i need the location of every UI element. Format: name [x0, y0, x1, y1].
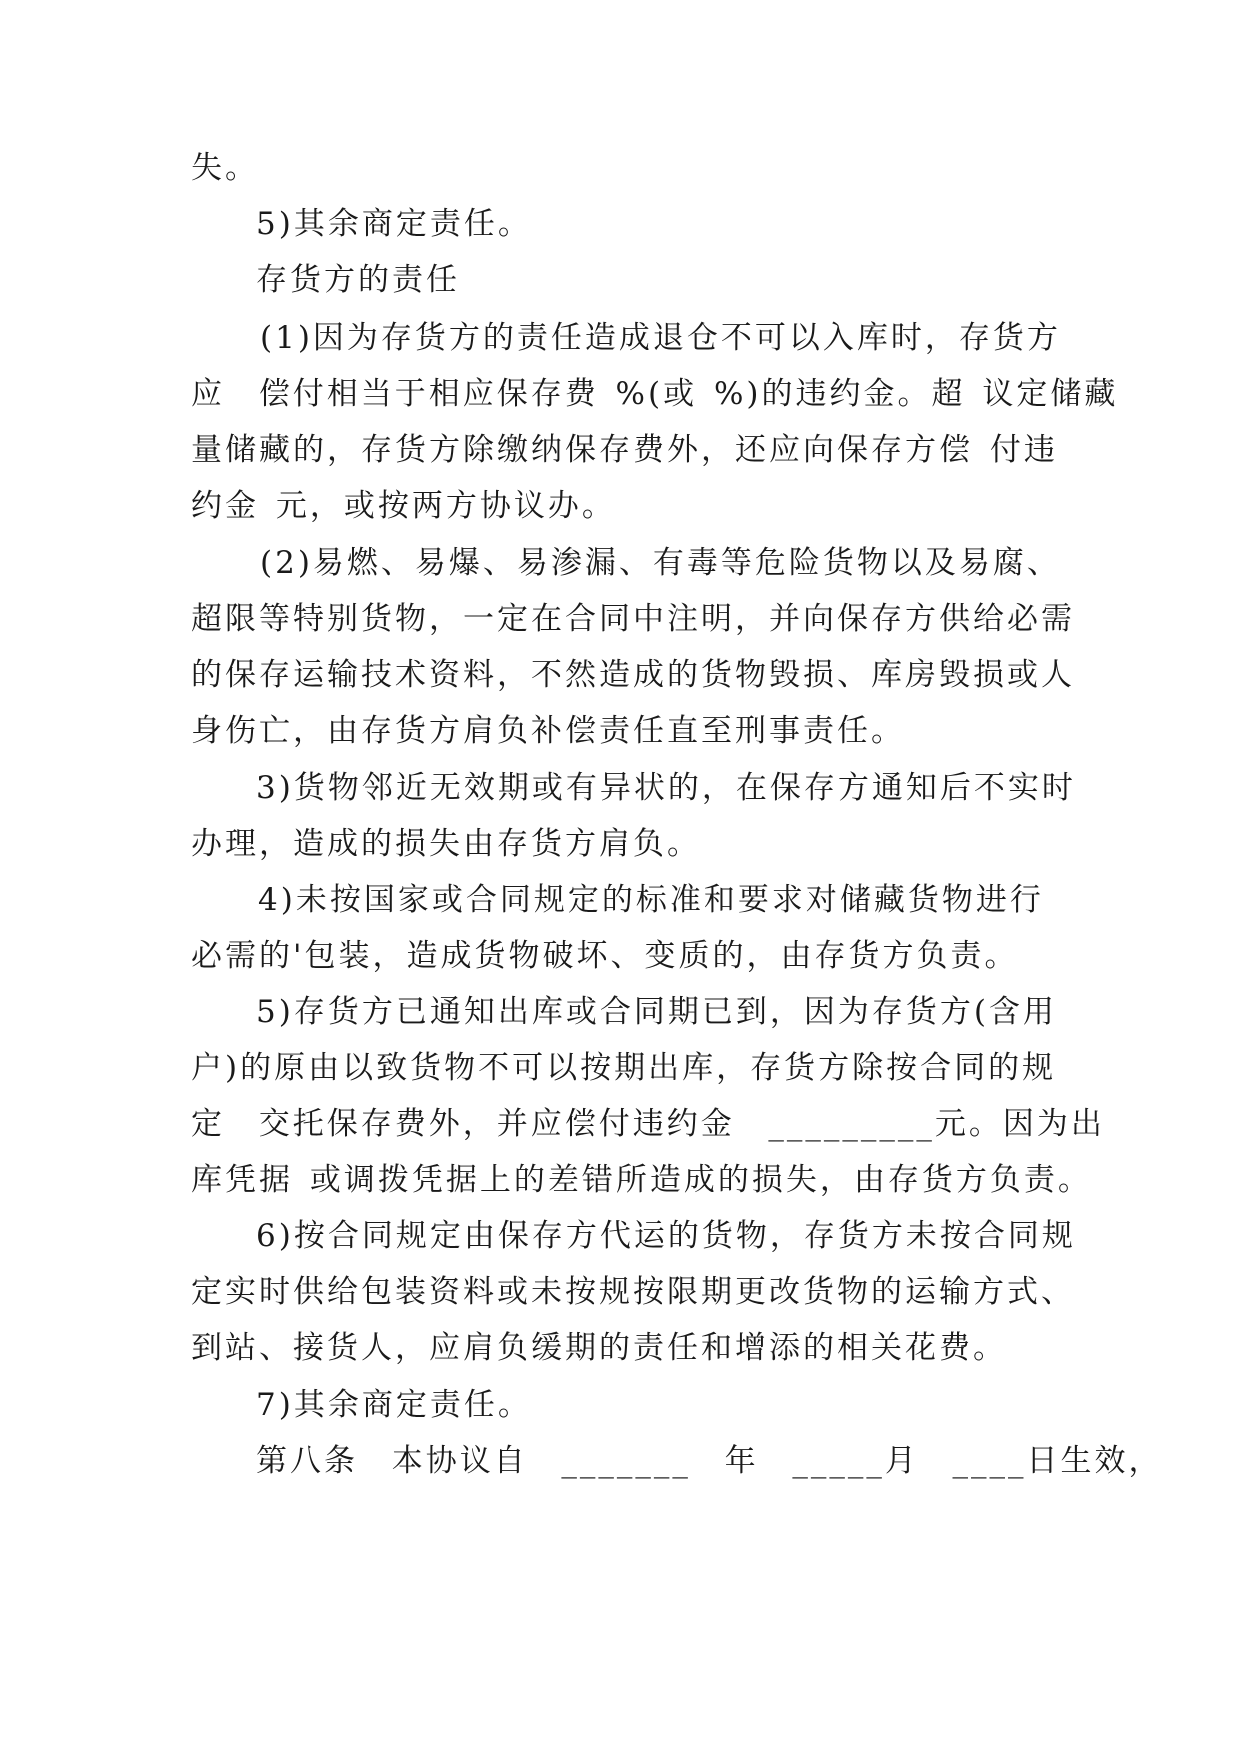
text-line: (2)易燃、易爆、易渗漏、有毒等危险货物以及易腐、 — [260, 545, 1061, 581]
text-line: 超限等特别货物，一定在合同中注明，并向保存方供给必需 — [191, 601, 1075, 637]
text-line: 到站、接货人，应肩负缓期的责任和增添的相关花费。 — [191, 1330, 1007, 1366]
text-line: 失。 — [191, 150, 259, 186]
text-line: 7)其余商定责任。 — [256, 1387, 532, 1423]
article-heading-line: 第八条 本协议自 _______ 年 _____月 ____日生效， — [256, 1443, 1163, 1479]
text-line: 5)存货方已通知出库或合同期已到，因为存货方(含用 — [256, 994, 1057, 1030]
text-line: 定实时供给包装资料或未按规按限期更改货物的运输方式、 — [191, 1274, 1075, 1310]
text-line: 户)的原由以致货物不可以按期出库，存货方除按合同的规 — [191, 1050, 1057, 1086]
text-line: 的保存运输技术资料，不然造成的货物毁损、库房毁损或人 — [191, 657, 1075, 693]
text-line: 应 偿付相当于相应保存费 %(或 %)的违约金。超 议定储藏 — [191, 376, 1119, 412]
text-line: 库凭据 或调拨凭据上的差错所造成的损失，由存货方负责。 — [191, 1162, 1092, 1198]
text-line: 办理，造成的损失由存货方肩负。 — [191, 826, 701, 862]
text-line: 必需的'包装，造成货物破坏、变质的，由存货方负责。 — [191, 938, 1019, 974]
text-line: 3)货物邻近无效期或有异状的，在保存方通知后不实时 — [256, 770, 1076, 806]
section-heading: 存货方的责任 — [256, 262, 460, 298]
text-line: 4)未按国家或合同规定的标准和要求对储藏货物进行 — [258, 882, 1044, 918]
text-line: 6)按合同规定由保存方代运的货物，存货方未按合同规 — [256, 1218, 1076, 1254]
text-line: 5)其余商定责任。 — [256, 206, 532, 242]
text-line: 身伤亡，由存货方肩负补偿责任直至刑事责任。 — [191, 713, 905, 749]
text-line: (1)因为存货方的责任造成退仓不可以入库时，存货方 — [260, 320, 1061, 356]
text-line: 约金 元，或按两方协议办。 — [191, 488, 616, 524]
text-line: 量储藏的，存货方除缴纳保存费外，还应向保存方偿 付违 — [191, 432, 1058, 468]
text-line: 定 交托保存费外，并应偿付违约金 _________元。因为出 — [191, 1106, 1105, 1142]
